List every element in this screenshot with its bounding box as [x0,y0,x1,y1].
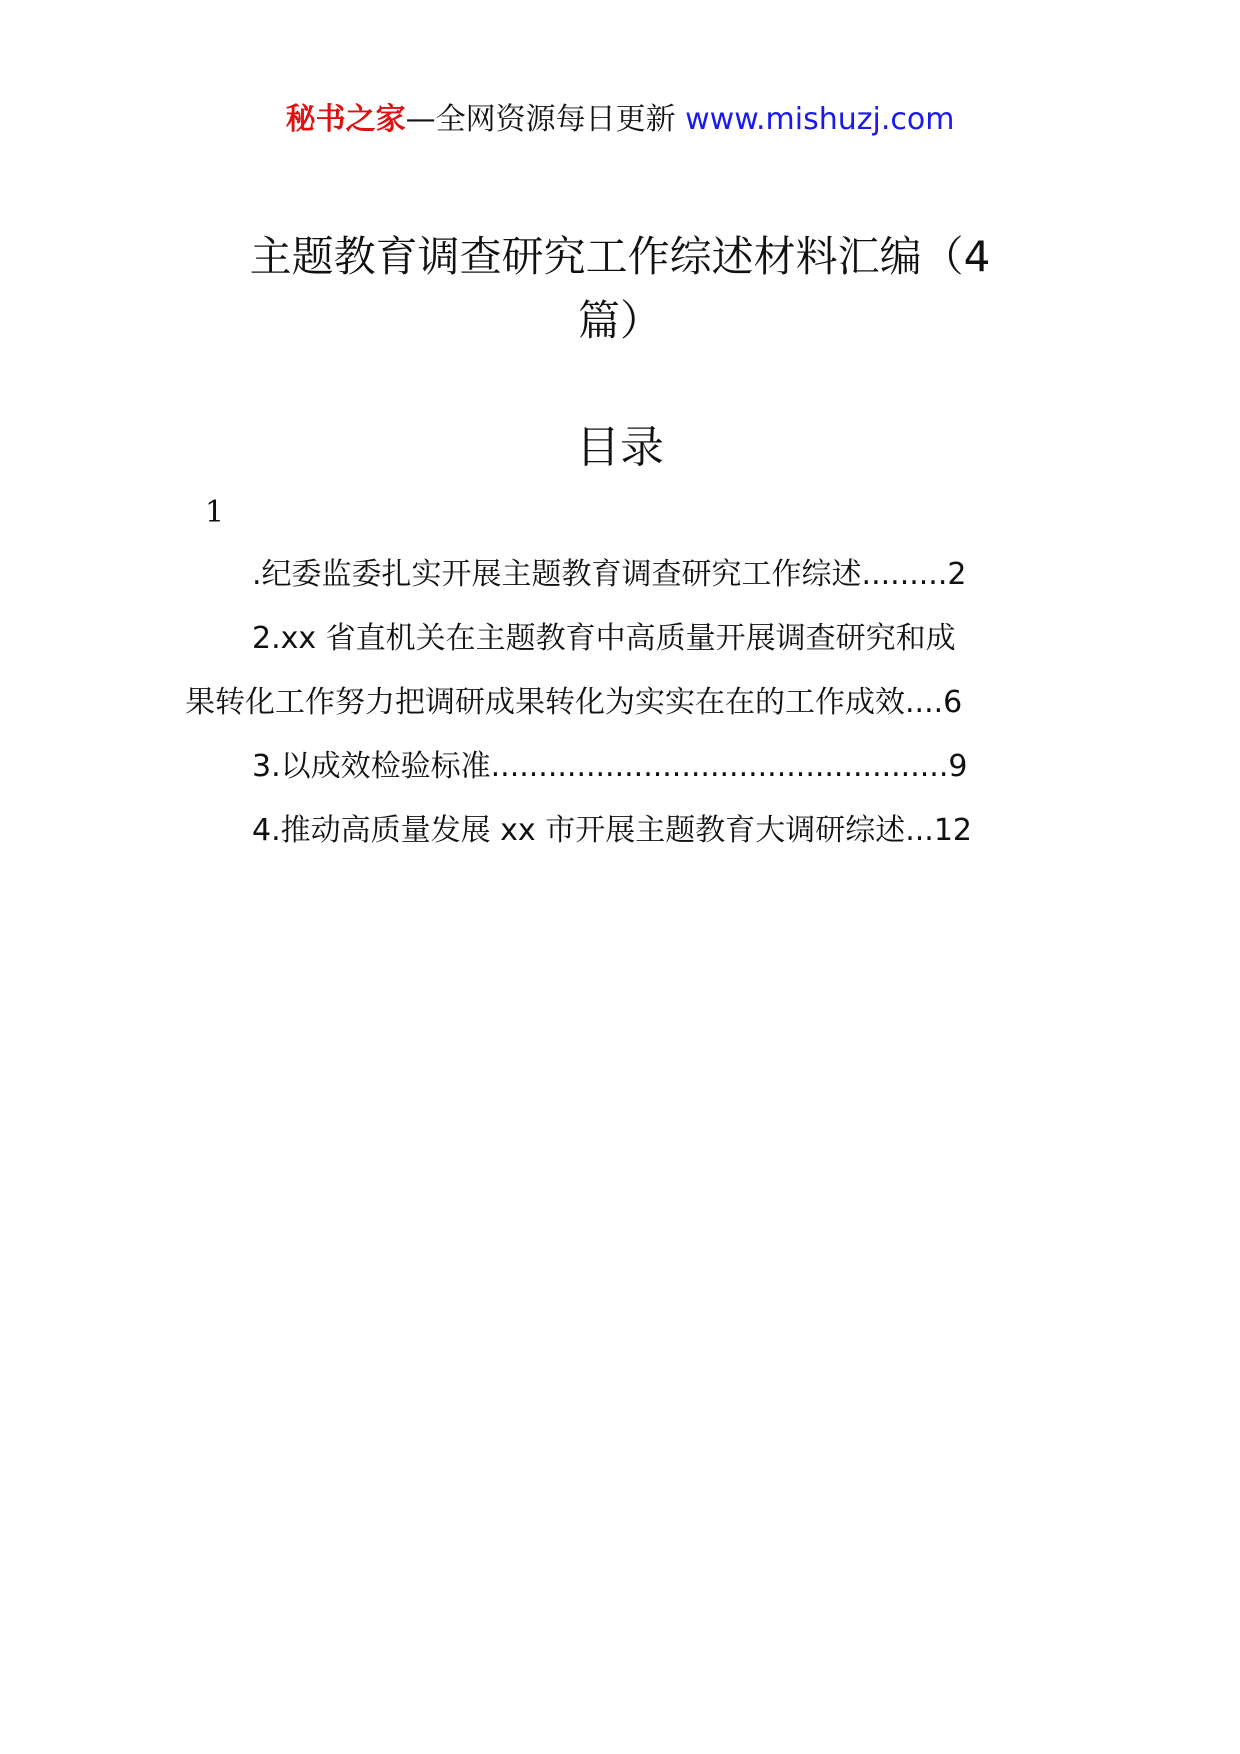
toc-heading: 目录 [576,422,664,473]
toc-entry-4[interactable] [185,809,1045,853]
toc-leader-dots: ................................................ [490,749,949,784]
toc-entry-1[interactable] [185,553,1045,597]
toc-page-number: 2 [947,557,967,592]
site-header [0,100,1240,140]
header-tagline: 全网资源每日更新 [435,102,676,137]
stray-number: 1 [205,495,225,530]
toc-page-number: 6 [943,685,963,720]
site-brand: 秘书之家 [285,102,406,137]
toc-entry-text: 3.以成效检验标准 [252,749,491,784]
toc-entry-3[interactable] [185,745,1045,789]
toc-entry-text: 2.xx 省直机关在主题教育中高质量开展调查研究和成 [252,621,956,656]
toc-entry-2[interactable] [185,617,1045,661]
toc-page-number: 12 [933,813,972,848]
document-title-line1: 主题教育调查研究工作综述材料汇编（4 [249,232,991,281]
toc-leader-dots: ......... [861,557,948,592]
toc-entry-text: .纪委监委扎实开展主题教育调查研究工作综述 [252,557,862,592]
document-title-line2: 篇） [577,296,662,345]
toc-leader-dots: .... [905,685,944,720]
toc-entry-text: 果转化工作努力把调研成果转化为实实在在的工作成效 [185,685,905,720]
toc-entry-2-continued[interactable] [185,681,1045,725]
site-url-link[interactable]: www.mishuzj.com [685,102,955,137]
toc-page-number: 9 [948,749,968,784]
header-dash: — [405,102,436,137]
toc-entry-text: 4.推动高质量发展 xx 市开展主题教育大调研综述 [252,813,906,848]
toc-leader-dots: ... [905,813,934,848]
document-title [200,225,1040,353]
